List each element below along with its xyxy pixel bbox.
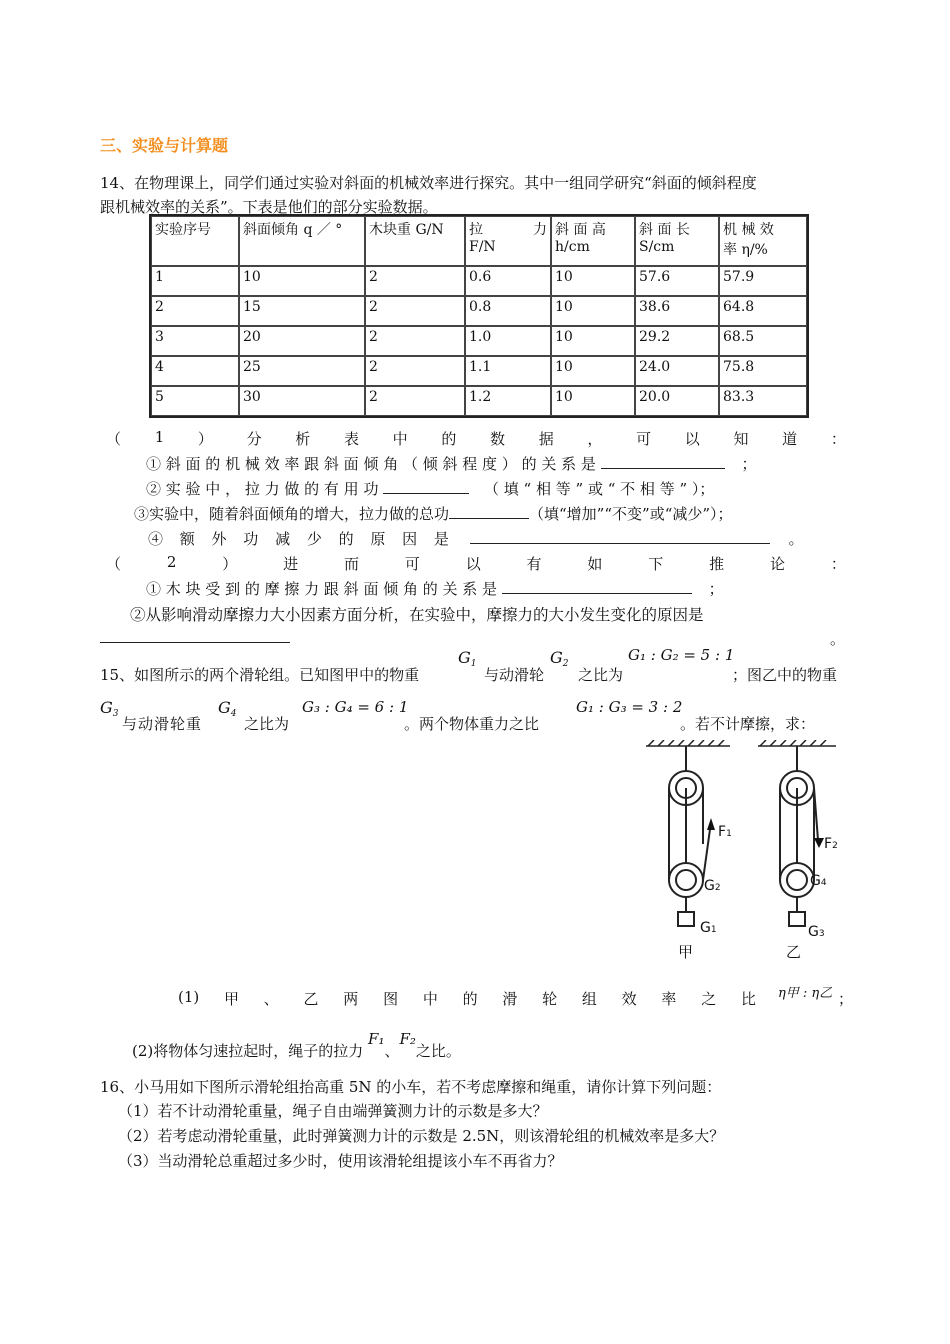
- question-text: ；图乙中的物重: [732, 666, 838, 684]
- header-cell: [719, 216, 807, 266]
- question-text: ；: [838, 990, 854, 1008]
- label-char: 的: [441, 430, 457, 448]
- q14-part1-c: [134, 503, 733, 524]
- table-cell: 2: [365, 356, 465, 386]
- table-cell: 10: [551, 386, 635, 416]
- symbol-g1: $G_1$: [458, 648, 477, 669]
- header-text: 斜 面 高: [555, 222, 606, 238]
- movable-pulley-yi: [780, 863, 814, 897]
- header-cell: 木块重 G/N: [365, 216, 465, 266]
- label-char: 乙: [303, 990, 319, 1008]
- header-text: 率 η/%: [723, 242, 768, 258]
- q14-part2-label: [106, 553, 846, 574]
- label-char: 分: [246, 430, 262, 448]
- label-char: 2: [166, 553, 177, 571]
- label-char: 如: [587, 555, 603, 573]
- label-char: ：: [830, 430, 846, 448]
- header-cell: 斜面倾角 q ／ °: [239, 216, 365, 266]
- ceiling-left: [646, 740, 730, 746]
- answer-blank[interactable]: [502, 579, 692, 594]
- label-char: 图: [383, 990, 399, 1008]
- table-cell: 10: [239, 266, 365, 296]
- table-row: [151, 356, 807, 386]
- header-cell: [551, 216, 635, 266]
- label-g1: G1: [700, 920, 717, 936]
- label-char: 1: [154, 428, 165, 446]
- symbol-g2: $G_2$: [550, 648, 569, 669]
- q14-part1-a: [146, 453, 756, 474]
- label-char: 可: [404, 555, 420, 573]
- header-text: S/cm: [639, 239, 675, 255]
- label-char: 道: [782, 430, 798, 448]
- question-text: ③实验中，随着斜面倾角的增大，拉力做的总功: [134, 505, 450, 523]
- header-cell: 实验序号: [151, 216, 239, 266]
- label-yi: 乙: [786, 943, 802, 961]
- question-text: 与动滑轮重: [122, 715, 203, 733]
- question-text: 。: [788, 530, 804, 548]
- label-char: 的: [462, 990, 478, 1008]
- q15-part2: [132, 1030, 461, 1061]
- table-cell: 57.9: [719, 266, 807, 296]
- movable-pulley-jia: [669, 863, 703, 897]
- label-f1: F1: [718, 824, 732, 840]
- q14-text-line1: 14、在物理课上，同学们通过实验对斜面的机械效率进行探究。其中一组同学研究“斜面的倾斜程度: [100, 174, 757, 192]
- answer-blank[interactable]: [449, 504, 529, 519]
- table-cell: 15: [239, 296, 365, 326]
- table-cell: 0.8: [465, 296, 551, 326]
- table-cell: 3: [151, 326, 239, 356]
- ceiling-right: [758, 740, 836, 746]
- answer-blank[interactable]: [470, 529, 770, 544]
- experiment-table: [149, 214, 809, 418]
- question-text: ② 实 验 中 ， 拉 力 做 的 有 用 功: [146, 480, 379, 498]
- label-g2: G2: [704, 878, 721, 894]
- table-cell: 64.8: [719, 296, 807, 326]
- answer-blank[interactable]: [383, 479, 469, 494]
- label-char: 下: [648, 555, 664, 573]
- label-char: 、: [263, 990, 279, 1008]
- table-row: [151, 266, 807, 296]
- question-text: （填“增加”“不变”或“减少”）；: [529, 505, 733, 523]
- q16-item-1: （1）若不计动滑轮重量，绳子自由端弹簧测力计的示数是多大？: [118, 1102, 548, 1120]
- table-cell: 0.6: [465, 266, 551, 296]
- table-row: [151, 296, 807, 326]
- q15-part1: [178, 988, 756, 1009]
- label-char: 论: [769, 555, 785, 573]
- label-jia: 甲: [678, 943, 694, 961]
- header-text: F/N: [469, 239, 496, 255]
- q16-intro: 16、小马用如下图所示滑轮组抬高重 5N 的小车，若不考虑摩擦和绳重，请你计算下列问题：: [100, 1078, 722, 1096]
- symbol-f1: F₁: [368, 1030, 385, 1048]
- table-cell: 83.3: [719, 386, 807, 416]
- q14-part1-label: [106, 428, 846, 449]
- table-cell: 25: [239, 356, 365, 386]
- table-cell: 2: [365, 386, 465, 416]
- label-f2: F2: [824, 836, 838, 852]
- header-text: 拉: [469, 222, 483, 238]
- table-cell: 1: [151, 266, 239, 296]
- label-char: 析: [295, 430, 311, 448]
- question-text: 。若不计摩擦，求：: [680, 715, 816, 733]
- q14-part1-d: [148, 528, 804, 549]
- label-char: (1): [178, 988, 200, 1006]
- table-cell: 2: [365, 266, 465, 296]
- table-cell: 2: [365, 296, 465, 326]
- pulley-figure: [640, 740, 840, 970]
- label-char: 组: [581, 990, 597, 1008]
- table-cell: 2: [365, 326, 465, 356]
- label-char: 轮: [542, 990, 558, 1008]
- table-row: [151, 326, 807, 356]
- table-cell: 4: [151, 356, 239, 386]
- table-cell: 1.2: [465, 386, 551, 416]
- question-text: ④ 额 外 功 减 少 的 原 因 是: [148, 530, 455, 548]
- table-cell: 10: [551, 356, 635, 386]
- table-cell: 57.6: [635, 266, 719, 296]
- question-text: ；: [708, 580, 724, 598]
- pulley-system-jia: [669, 746, 711, 926]
- question-text: 、: [384, 1042, 400, 1060]
- label-char: ，: [587, 430, 603, 448]
- label-char: 推: [709, 555, 725, 573]
- question-text: 15、如图所示的两个滑轮组。已知图甲中的物重: [100, 666, 420, 684]
- label-char: 中: [392, 430, 408, 448]
- arrow-f2: [814, 838, 824, 848]
- table-cell: 5: [151, 386, 239, 416]
- answer-blank[interactable]: [100, 628, 290, 643]
- q15-line1: [100, 664, 419, 685]
- question-text: ；: [741, 455, 757, 473]
- answer-blank[interactable]: [601, 454, 725, 469]
- table-cell: 2: [151, 296, 239, 326]
- label-char: 效: [621, 990, 637, 1008]
- label-g3: G3: [808, 924, 825, 940]
- ratio-g3-g4: G₃ : G₄ = 6 : 1: [302, 698, 409, 716]
- header-text: 斜 面 长: [639, 222, 690, 238]
- label-char: 进: [283, 555, 299, 573]
- symbol-f2: F₂: [399, 1030, 416, 1048]
- table-cell: 10: [551, 296, 635, 326]
- table-cell: 20.0: [635, 386, 719, 416]
- table-cell: 1.1: [465, 356, 551, 386]
- table-cell: 24.0: [635, 356, 719, 386]
- table-row: [151, 386, 807, 416]
- label-char: 而: [343, 555, 359, 573]
- label-char: 比: [740, 990, 756, 1008]
- table-cell: 29.2: [635, 326, 719, 356]
- ratio-g1-g3: G₁ : G₃ = 3 : 2: [576, 698, 683, 716]
- label-char: 据: [538, 430, 554, 448]
- pulley-system-yi: [780, 746, 818, 926]
- label-char: （: [106, 430, 122, 448]
- arrow-f1: [707, 818, 715, 830]
- symbol-g4: $G_4$: [218, 698, 237, 719]
- section-title: 三、实验与计算题: [100, 136, 229, 155]
- label-char: 以: [684, 430, 700, 448]
- label-char: 中: [422, 990, 438, 1008]
- label-char: 表: [343, 430, 359, 448]
- symbol-g3: $G_3$: [100, 698, 119, 719]
- q14-text-line2: 跟机械效率的关系”。下表是他们的部分实验数据。: [100, 198, 438, 216]
- header-cell: [465, 216, 551, 266]
- header-text: 力: [533, 222, 547, 238]
- q14-part2-b: ②从影响滑动摩擦力大小因素方面分析，在实验中，摩擦力的大小发生变化的原因是: [130, 606, 704, 624]
- label-char: 甲: [224, 990, 240, 1008]
- table-cell: 10: [551, 326, 635, 356]
- label-char: 可: [636, 430, 652, 448]
- label-char: 率: [661, 990, 677, 1008]
- table-cell: 30: [239, 386, 365, 416]
- table-cell: 1.0: [465, 326, 551, 356]
- question-text: 之比。: [415, 1042, 461, 1060]
- table-header-row: [151, 216, 807, 266]
- label-g4: G4: [810, 873, 827, 889]
- label-char: 两: [343, 990, 359, 1008]
- table-cell: 20: [239, 326, 365, 356]
- question-text: 。两个物体重力之比: [404, 715, 540, 733]
- label-char: 知: [733, 430, 749, 448]
- question-text: 与动滑轮: [484, 666, 545, 684]
- header-text: h/cm: [555, 239, 590, 255]
- ratio-g1-g2: G₁ : G₂ = 5 : 1: [628, 646, 735, 664]
- label-char: ：: [830, 555, 846, 573]
- question-text: 之比为: [578, 666, 624, 684]
- label-char: （: [106, 555, 122, 573]
- question-text: （ 填 “ 相 等 ” 或 “ 不 相 等 ” ）；: [484, 480, 715, 498]
- q14-part2-a: [146, 578, 724, 599]
- question-text: 。: [829, 630, 845, 648]
- label-char: 之: [701, 990, 717, 1008]
- table-cell: 10: [551, 266, 635, 296]
- eta-ratio: η甲 : η乙: [778, 986, 833, 1001]
- question-text: 之比为: [244, 715, 290, 733]
- label-char: 有: [526, 555, 542, 573]
- label-char: ）: [197, 430, 213, 448]
- label-char: 以: [465, 555, 481, 573]
- label-char: 数: [490, 430, 506, 448]
- q16-item-2: （2）若考虑动滑轮重量，此时弹簧测力计的示数是 2.5N，则该滑轮组的机械效率是多大？: [118, 1127, 725, 1145]
- table-cell: 75.8: [719, 356, 807, 386]
- q16-item-3: （3）当动滑轮总重超过多少时，使用该滑轮组提该小车不再省力？: [118, 1152, 563, 1170]
- q14-part2-b-line: [100, 628, 845, 647]
- q14-part1-b: [146, 478, 714, 499]
- label-char: ）: [222, 555, 238, 573]
- table-cell: 38.6: [635, 296, 719, 326]
- question-text: ① 木 块 受 到 的 摩 擦 力 跟 斜 面 倾 角 的 关 系 是: [146, 580, 498, 598]
- label-char: 滑: [502, 990, 518, 1008]
- question-text: (2)将物体匀速拉起时，绳子的拉力: [132, 1042, 364, 1060]
- question-text: ① 斜 面 的 机 械 效 率 跟 斜 面 倾 角 （ 倾 斜 程 度 ） 的 关 系 是: [146, 455, 596, 473]
- header-text: 机 械 效: [723, 222, 774, 238]
- table-cell: 68.5: [719, 326, 807, 356]
- header-cell: [635, 216, 719, 266]
